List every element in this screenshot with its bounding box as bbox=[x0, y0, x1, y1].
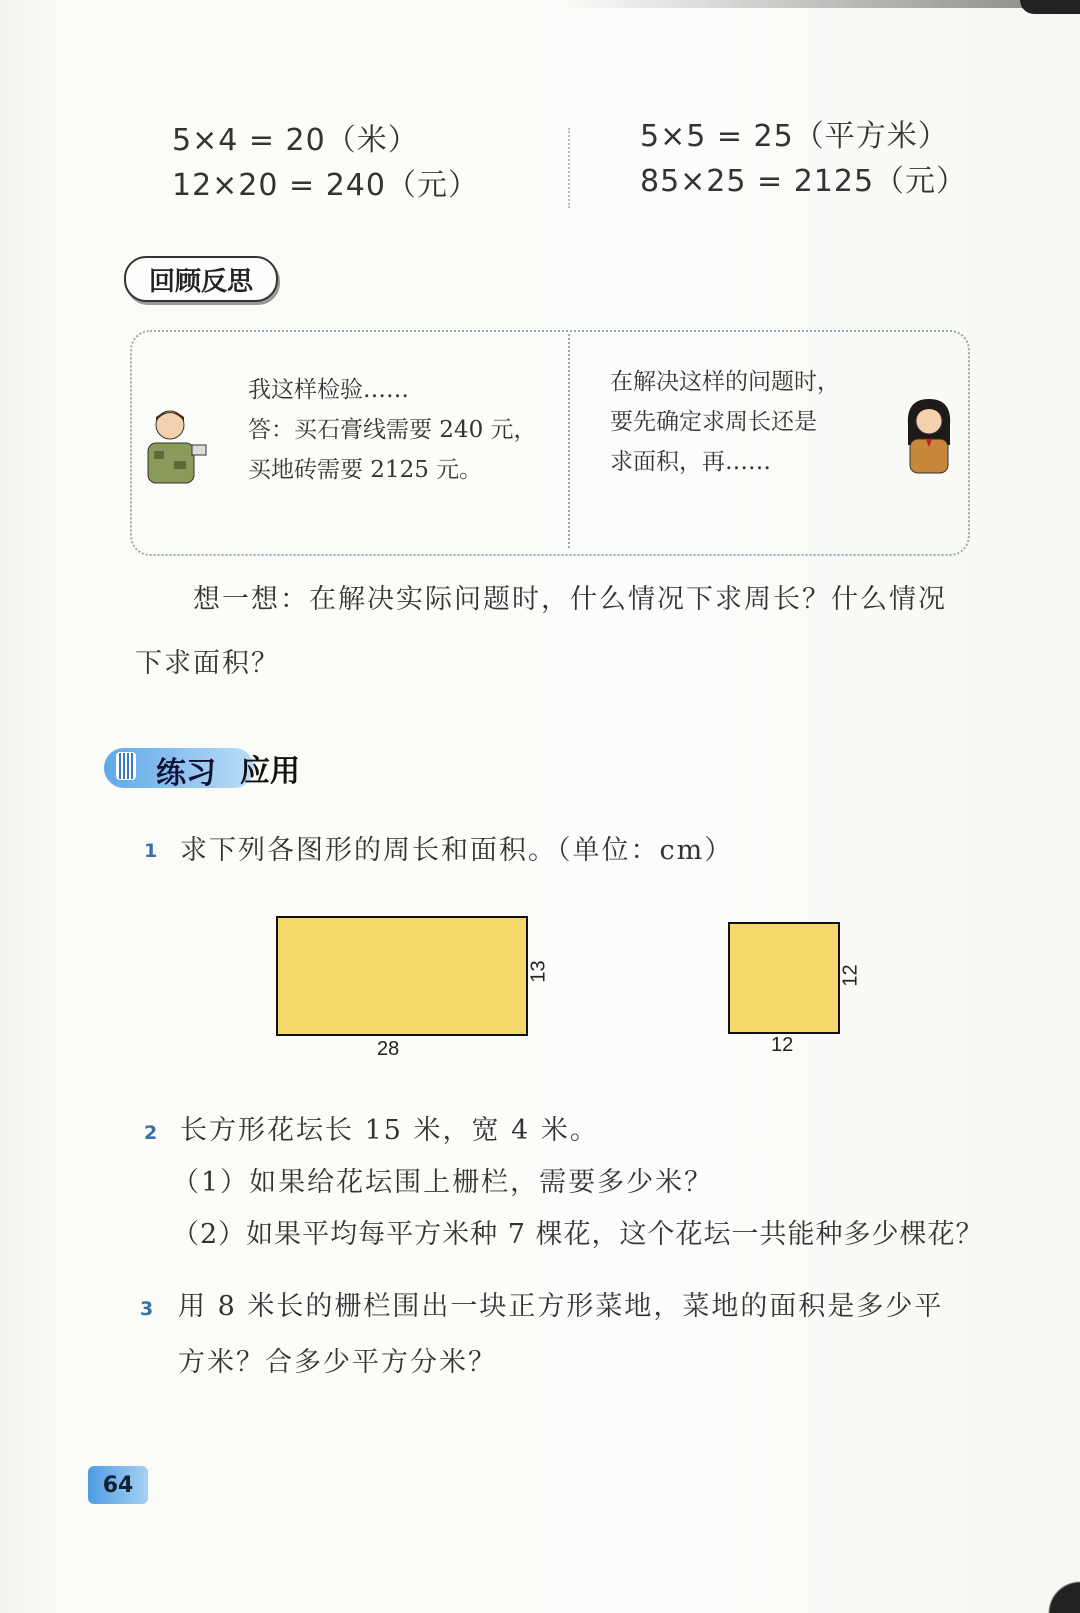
question-subitem: （1）如果给花坛围上栅栏，需要多少米？ bbox=[172, 1167, 714, 1198]
practice-banner bbox=[104, 742, 314, 791]
question-number: 3 bbox=[140, 1298, 154, 1320]
speech-line: 要先确定求周长还是 bbox=[610, 409, 817, 435]
rect-a-height-label: 13 bbox=[527, 960, 550, 983]
speech-line: 在解决这样的问题时， bbox=[610, 369, 840, 395]
pencil-icon bbox=[116, 752, 136, 780]
speech-line: 答：买石膏线需要 240 元， bbox=[248, 417, 537, 443]
page-number: 64 bbox=[88, 1466, 148, 1504]
question-text-line: 用 8 米长的栅栏围出一块正方形菜地，菜地的面积是多少平 bbox=[178, 1291, 944, 1322]
rect-b-width-label: 12 bbox=[771, 1034, 794, 1056]
girl-illustration bbox=[898, 395, 960, 475]
review-left-speech bbox=[248, 370, 537, 490]
review-right-speech bbox=[610, 362, 840, 482]
speech-line: 求面积，再…… bbox=[610, 449, 771, 475]
boy-illustration bbox=[140, 405, 210, 490]
square-figure bbox=[728, 922, 840, 1034]
rectangle-figure bbox=[276, 916, 528, 1036]
page-corner-shadow bbox=[1020, 0, 1080, 14]
review-divider bbox=[568, 334, 570, 548]
page-top-shadow bbox=[560, 0, 1080, 8]
practice-label-exercise: 练习 bbox=[156, 756, 216, 791]
speech-line: 我这样检验…… bbox=[248, 377, 409, 403]
speech-line: 买地砖需要 2125 元。 bbox=[248, 457, 483, 483]
calc-divider bbox=[568, 128, 570, 208]
page-corner-shadow-bottom bbox=[1020, 1573, 1080, 1613]
calc-line: 85×25 = 2125（元） bbox=[640, 164, 968, 199]
question-text: 求下列各图形的周长和面积。（单位：cm） bbox=[180, 835, 734, 866]
review-heading: 回顾反思 bbox=[124, 256, 278, 302]
question-text: 长方形花坛长 15 米，宽 4 米。 bbox=[180, 1115, 599, 1146]
question-subitem: （2）如果平均每平方米种 7 棵花，这个花坛一共能种多少棵花？ bbox=[172, 1219, 984, 1250]
calc-left-block bbox=[172, 118, 479, 208]
practice-label-apply: 应用 bbox=[240, 754, 300, 789]
rect-a-width-label: 28 bbox=[377, 1038, 400, 1060]
think-paragraph: 想一想：在解决实际问题时，什么情况下求周长？什么情况下求面积？ bbox=[135, 584, 947, 679]
calc-line: 12×20 = 240（元） bbox=[172, 168, 479, 203]
calc-line: 5×5 = 25（平方米） bbox=[640, 119, 949, 154]
calc-right-block bbox=[640, 114, 967, 204]
question-number: 2 bbox=[144, 1122, 158, 1144]
rect-b-height-label: 12 bbox=[839, 964, 862, 987]
question-number: 1 bbox=[144, 840, 158, 862]
calc-line: 5×4 = 20（米） bbox=[172, 123, 419, 158]
question-text-line: 方米？合多少平方分米？ bbox=[178, 1347, 497, 1378]
